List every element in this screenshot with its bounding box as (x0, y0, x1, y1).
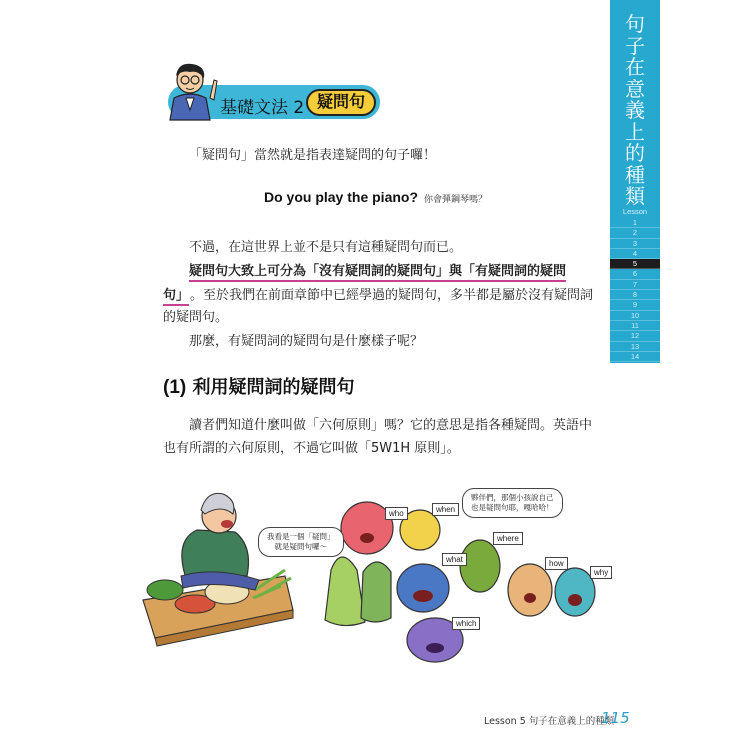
tag-how: how (545, 557, 568, 570)
chapter-title-char: 句 (625, 12, 645, 36)
example-translation: 你會彈鋼琴嗎？ (424, 195, 488, 205)
chapter-title-char: 在 (625, 55, 645, 79)
paragraph-intro: 「疑問句」當然就是指表達疑問的句子囉！ (189, 148, 437, 163)
section-label: 基礎文法 2 (220, 98, 305, 118)
paragraph-3-end: 的疑問句。 (163, 310, 229, 325)
lesson-index-item[interactable]: 14 (610, 352, 660, 362)
highlighted-definition-line2: 句」 (163, 284, 189, 306)
lesson-index-item[interactable]: 6 (610, 269, 660, 279)
lesson-index-item[interactable]: 10 (610, 311, 660, 321)
chapter-title-char: 義 (625, 98, 645, 122)
lesson-index-item[interactable]: 11 (610, 321, 660, 331)
lesson-index-item[interactable]: 13 (610, 342, 660, 352)
paragraph-3-continued: 。至於我們在前面章節中已經學過的疑問句，多半都是屬於沒有疑問詞 (190, 288, 594, 303)
highlighted-definition-line1: 疑問句大致上可分為「沒有疑問詞的疑問句」與「有疑問詞的疑問 (189, 260, 566, 282)
paragraph-2: 不過，在這世界上並不是只有這種疑問句而已。 (189, 240, 463, 255)
lesson-index-item[interactable]: 1 (610, 218, 660, 228)
chapter-title-char: 類 (625, 184, 645, 208)
tag-what: what (442, 553, 467, 566)
tag-who: who (385, 507, 408, 520)
speech-bubble-grandma: 我看是一個「疑問」 就是疑問句囉～ (258, 527, 344, 557)
lesson-index-item[interactable]: 8 (610, 290, 660, 300)
page-number: 115 (601, 709, 630, 727)
example-sentence (264, 189, 487, 205)
subsection-title: 利用疑問詞的疑問句 (192, 377, 355, 398)
lesson-index-item[interactable]: 4 (610, 249, 660, 259)
paragraph-5-line1: 讀者們知道什麼叫做「六何原則」嗎？它的意思是指各種疑問。英語中 (189, 418, 593, 433)
lesson-index-item[interactable]: 12 (610, 331, 660, 341)
lesson-index-item[interactable]: 2 (610, 228, 660, 238)
lesson-label: Lesson (622, 207, 648, 216)
subsection-heading (163, 373, 355, 399)
lesson-index-item-active[interactable]: 5 (610, 259, 660, 269)
chapter-title-char: 的 (625, 141, 645, 165)
tag-when: when (432, 503, 459, 516)
chapter-title-char: 種 (625, 162, 645, 187)
section-topic-pill: 疑問句 (306, 89, 376, 116)
page-footer: Lesson 5 句子在意義上的種類 (484, 716, 615, 727)
chapter-title-char: 意 (625, 76, 645, 101)
paragraph-4: 那麼，有疑問詞的疑問句是什麼樣子呢？ (189, 334, 424, 349)
chapter-title-vertical (610, 14, 660, 208)
lesson-index-item[interactable]: 3 (610, 239, 660, 249)
lesson-index-item[interactable]: 9 (610, 300, 660, 310)
example-english: Do you play the piano? (264, 189, 419, 205)
tag-why: why (590, 566, 612, 579)
tag-which: which (452, 617, 480, 630)
lesson-index-item[interactable]: 7 (610, 280, 660, 290)
tag-where: where (493, 532, 523, 545)
chapter-title-char: 子 (625, 33, 645, 58)
chapter-side-tab (610, 0, 660, 363)
subsection-number: (1) (163, 377, 187, 398)
lesson-index-list (610, 218, 660, 362)
speech-bubble-blobs: 夥伴們，那個小孩說自己 也是疑問句耶，嘎哈哈！ (462, 488, 563, 518)
chapter-title-char: 上 (625, 119, 645, 144)
teacher-illustration (160, 58, 222, 124)
paragraph-5-line2: 也有所謂的六何原則，不過它叫做「5W1H 原則」。 (163, 441, 460, 456)
